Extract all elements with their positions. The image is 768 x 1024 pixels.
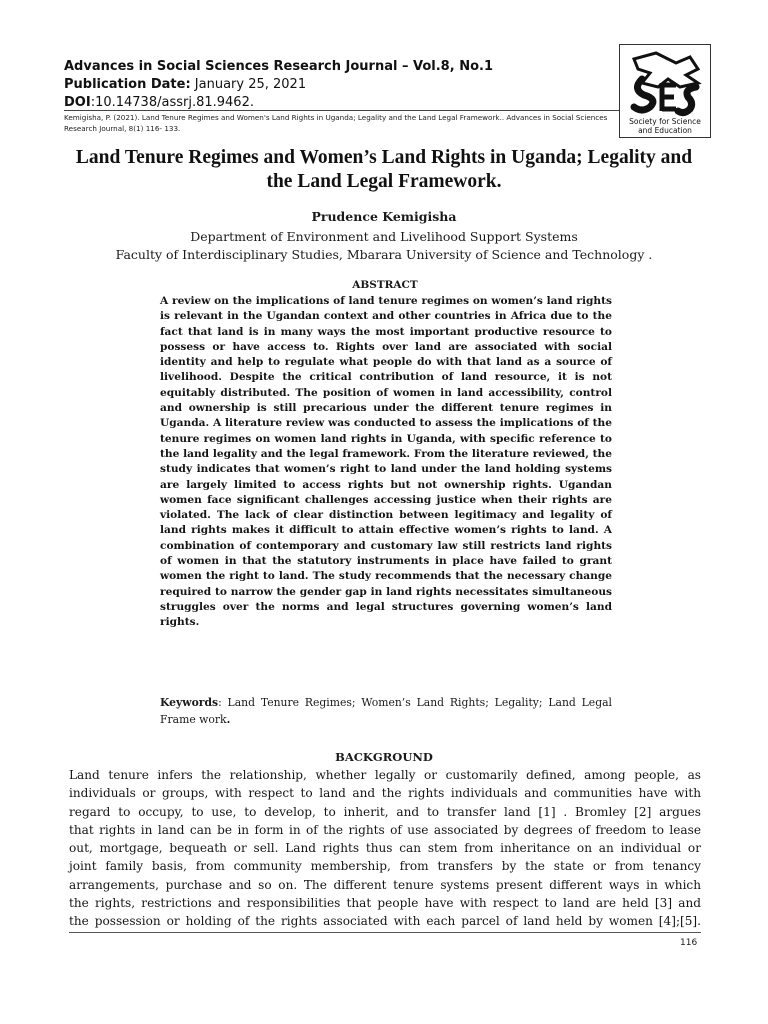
keywords xyxy=(160,694,612,728)
background-line: the rights, restrictions and responsibilities that people have with respect to land are held [3] and xyxy=(69,896,701,911)
logo-caption-line2: and Education xyxy=(638,126,692,135)
background-line: that rights in land can be in form in of the rights of use associated by degrees of freedom to lease xyxy=(69,822,701,837)
keywords-end: . xyxy=(226,713,231,726)
background-body xyxy=(69,766,701,931)
logo-caption xyxy=(620,117,710,135)
background-line: individuals or groups, with respect to land and the rights individuals and communities have with xyxy=(69,786,701,801)
footer-rule xyxy=(69,932,701,933)
pubdate-label: Publication Date: xyxy=(64,77,191,92)
background-line: joint family basis, from community membership, from transfers by the state or from tenancy xyxy=(69,859,701,874)
paper-title: Land Tenure Regimes and Women’s Land Rights in Uganda; Legality and the Land Legal Framework. xyxy=(75,147,693,192)
abstract-body: A review on the implications of land tenure regimes on women’s land rights is relevant in the Ugandan context and other countries in Africa due to the fact that land is in many ways the most important productive resource to possess or have access to. Rights over land are associated with social identity and help to regulate what people do with that land as a source of livelihood. Despite the critical contribution of land resource, it is not equitably distributed. The position of women in land accessibility, control and ownership is still precarious under the different tenure regimes in Uganda. A literature review was conducted to assess the implications of the tenure regimes on women land rights in Uganda, with specific reference to the land legality and the legal framework. From the literature reviewed, the study indicates that women’s right to land under the land holding systems are largely limited to access rights but not ownership rights. Ugandan women face significant challenges accessing justice when their rights are violated. The lack of clear distinction between legitimacy and legality of land rights makes it difficult to attain effective women’s rights to land. A combination of contemporary and customary law still restricts land rights of women in that the statutory instruments in place have failed to grant women the right to land. The study recommends that the necessary change required to narrow the gender gap in land rights necessitates simultaneous struggles over the norms and legal structures governing women’s land rights. xyxy=(160,295,612,629)
doi-label: DOI xyxy=(64,95,91,110)
affiliation-department: Department of Environment and Livelihood Support Systems xyxy=(190,229,578,244)
background-line: out, mortgage, bequeath or sell. Land rights thus can stem from inheritance on an individual or xyxy=(69,841,701,856)
logo-caption-line1: Society for Science xyxy=(629,117,701,126)
header-divider xyxy=(64,110,620,111)
background-line: Land tenure infers the relationship, whether legally or customarily defined, among people, as xyxy=(69,768,701,782)
author-name: Prudence Kemigisha xyxy=(311,209,457,224)
affiliation-faculty: Faculty of Interdisciplinary Studies, Mbarara University of Science and Technology . xyxy=(115,247,653,262)
background-line: regard to occupy, to use, to develop, to inherit, and to transfer land [1] . Bromley [2] argues xyxy=(69,804,701,819)
background-line: the possession or holding of the rights associated with each parcel of land held by women [4];[5]. xyxy=(69,914,701,929)
page-number: 116 xyxy=(680,938,698,948)
publication-date xyxy=(64,76,614,94)
doi-value: :10.14738/assrj.81.9462. xyxy=(90,95,254,110)
background-heading: BACKGROUND xyxy=(335,750,433,764)
pubdate-value: January 25, 2021 xyxy=(194,77,307,92)
sse-logo xyxy=(619,44,711,138)
journal-name: Advances in Social Sciences Research Journal – Vol.8, No.1 xyxy=(64,59,493,74)
background-line: arrangements, purchase and so on. The different tenure systems present different ways in which xyxy=(69,877,701,892)
sse-logo-icon xyxy=(628,49,704,119)
citation-text: Kemigisha, P. (2021). Land Tenure Regimes and Women's Land Rights in Uganda; Legality and the Land Legal Framework.. Advances in Social Sciences Research Journal, 8(1) 116- 133. xyxy=(64,113,608,133)
abstract-heading: ABSTRACT xyxy=(352,279,418,291)
keywords-text: : Land Tenure Regimes; Women’s Land Rights; Legality; Land Legal Frame work xyxy=(160,696,612,726)
journal-header xyxy=(64,58,614,112)
keywords-label: Keywords xyxy=(160,696,219,709)
